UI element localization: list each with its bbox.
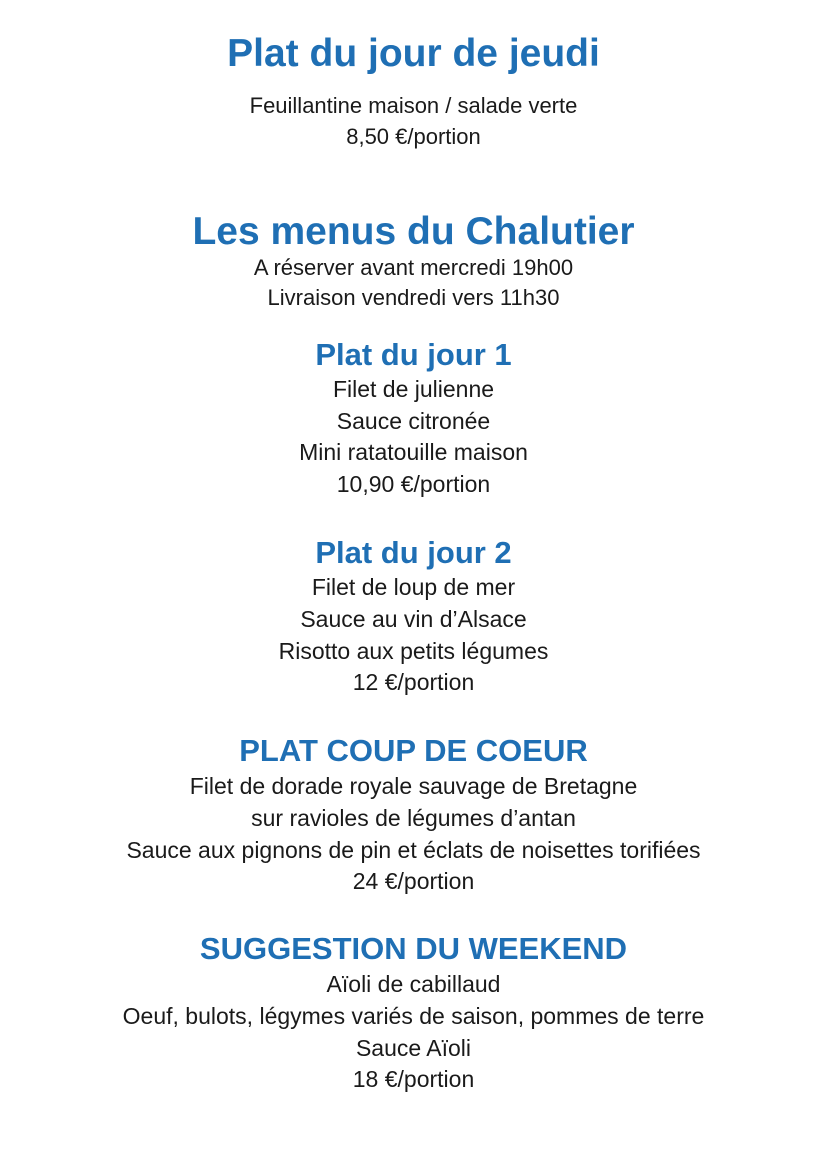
weekend-price: 18 €/portion — [352, 1066, 475, 1092]
weekend-line-1: Aïoli de cabillaud — [326, 971, 501, 997]
coupdecoeur-price: 24 €/portion — [352, 868, 475, 894]
weekend-line-2: Oeuf, bulots, légymes variés de saison, pommes de terre — [122, 1003, 705, 1029]
plat1-line-3: Mini ratatouille maison — [299, 439, 528, 465]
plat1-line-2: Sauce citronée — [336, 408, 491, 434]
jeudi-price: 8,50 €/portion — [346, 124, 481, 149]
menus-note-delivery: Livraison vendredi vers 11h30 — [267, 285, 560, 310]
menus-note-order: A réserver avant mercredi 19h00 — [253, 255, 574, 280]
plat2-title: Plat du jour 2 — [315, 535, 512, 570]
plat1-title: Plat du jour 1 — [315, 337, 512, 372]
jeudi-dish: Feuillantine maison / salade verte — [249, 93, 578, 118]
plat2-price: 12 €/portion — [352, 669, 475, 695]
weekend-line-3: Sauce Aïoli — [355, 1035, 472, 1061]
weekend-title: SUGGESTION DU WEEKEND — [199, 931, 628, 966]
plat2-line-3: Risotto aux petits légumes — [278, 638, 549, 664]
coupdecoeur-line-3: Sauce aux pignons de pin et éclats de noisettes torifiées — [126, 837, 701, 863]
menus-title: Les menus du Chalutier — [192, 210, 635, 253]
plat1-price: 10,90 €/portion — [336, 471, 491, 497]
plat1-line-1: Filet de julienne — [332, 376, 495, 402]
coupdecoeur-line-2: sur ravioles de légumes d’antan — [251, 805, 576, 831]
coupdecoeur-line-1: Filet de dorade royale sauvage de Bretagne — [189, 773, 638, 799]
coupdecoeur-title: PLAT COUP DE COEUR — [239, 733, 588, 768]
plat2-line-1: Filet de loup de mer — [311, 574, 516, 600]
plat2-line-2: Sauce au vin d’Alsace — [300, 606, 527, 632]
jeudi-title: Plat du jour de jeudi — [227, 32, 600, 75]
